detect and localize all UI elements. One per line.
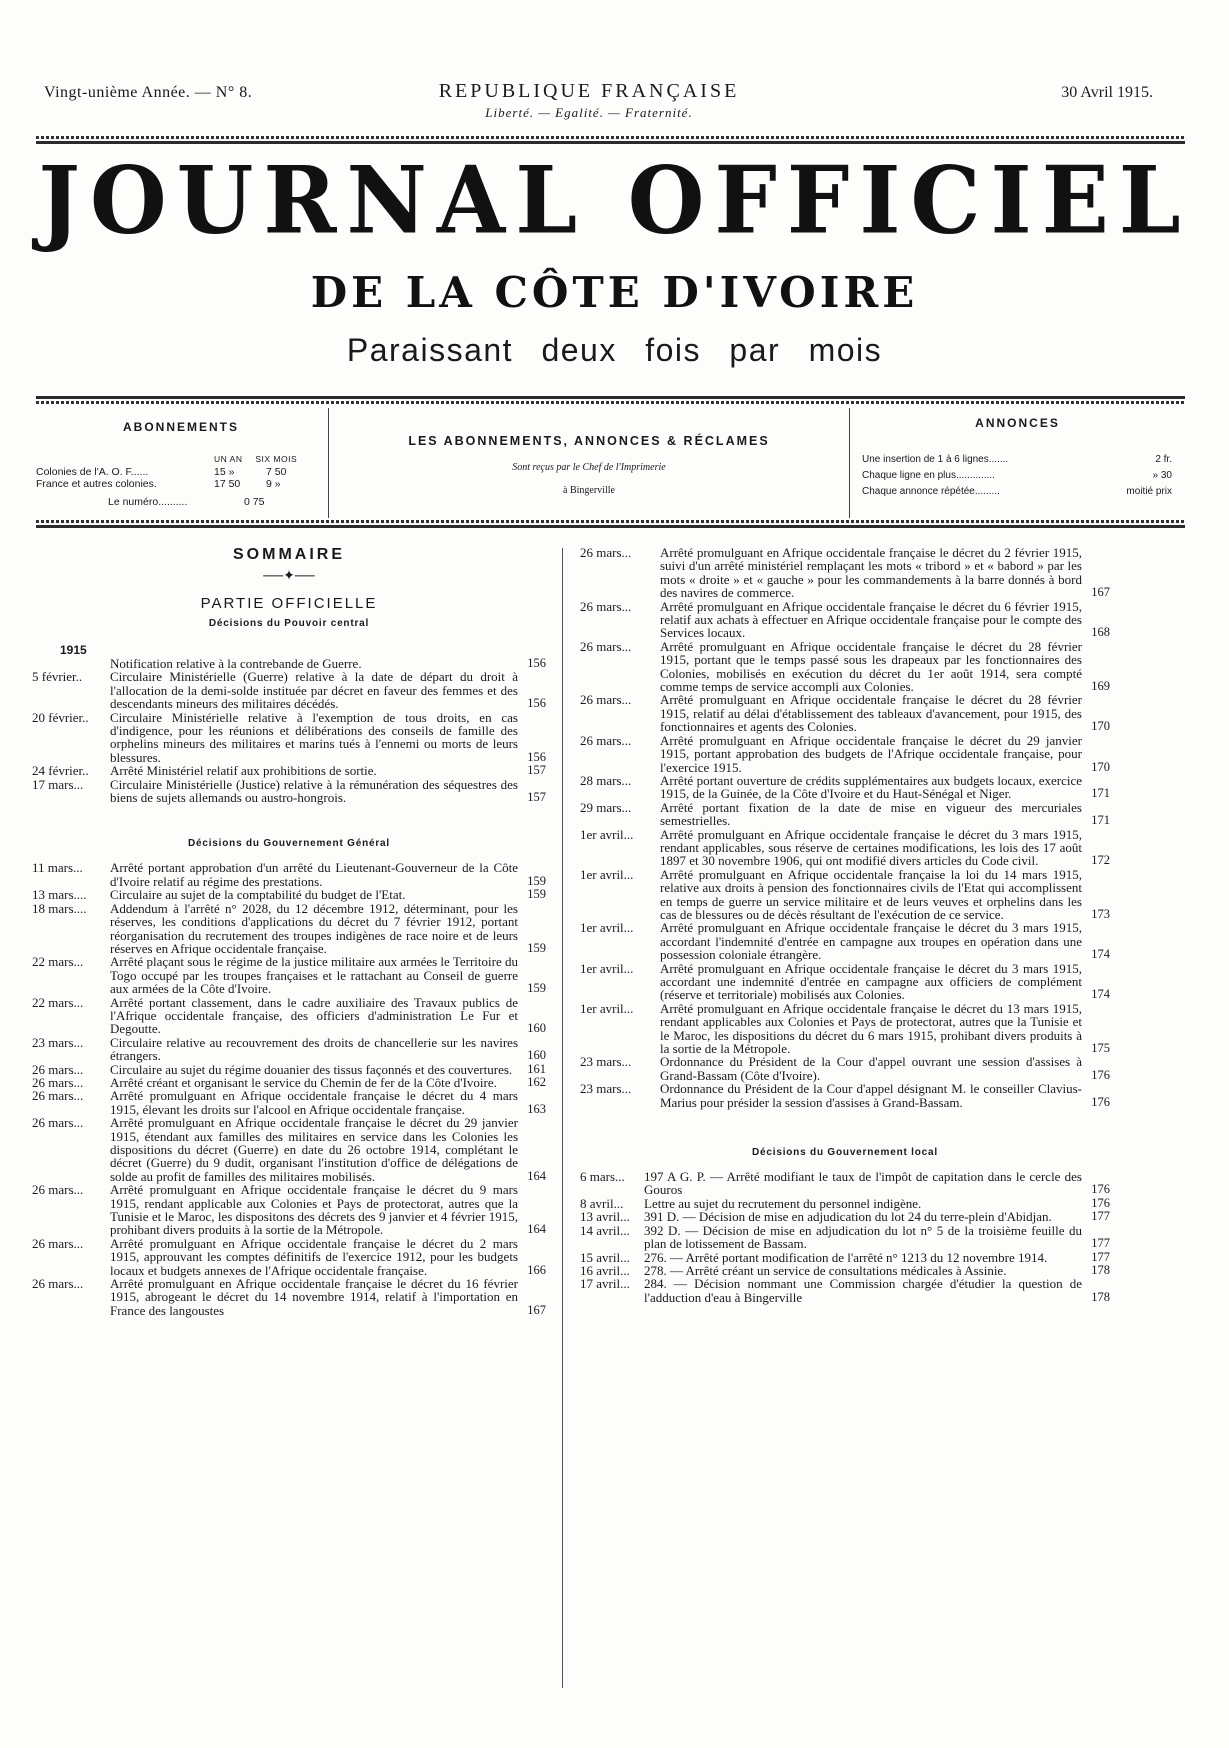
entry-page: 159 <box>527 873 546 888</box>
entry-page: 176 <box>1091 1094 1110 1109</box>
right-list <box>580 546 1110 1109</box>
column-divider <box>562 548 563 1688</box>
center-line1: Sont reçus par le Chef de l'Imprimerie <box>512 462 666 473</box>
sommaire-entry <box>32 1089 546 1116</box>
entry-date: 29 mars... <box>580 799 632 815</box>
entry-date: 24 février.. <box>32 763 89 779</box>
entry-page: 160 <box>527 1021 546 1036</box>
entry-page: 177 <box>1091 1236 1110 1251</box>
entry-text: 278. — Arrêté créant un service de consultations médicales à Assinie. <box>644 1262 1007 1278</box>
issue-date: 30 Avril 1915. <box>1061 84 1153 101</box>
annonces-rows <box>862 452 1172 500</box>
entry-page: 178 <box>1091 1289 1110 1304</box>
sommaire-entry <box>580 734 1110 774</box>
sommaire-entry <box>32 1277 546 1317</box>
entry-text: Arrêté promulguant en Afrique occidentale française le décret du 28 février 1915, portant que le temps passé sous les drapeaux par les fonctionnaires des Colonies, mobilisés en exécution du décret du 1er août 1914, sera compté comme temps de service accompli aux Colonies. <box>660 638 1082 695</box>
entry-date: 1er avril... <box>580 960 634 976</box>
entry-text: Notification relative à la contrebande de Guerre. <box>110 656 362 671</box>
entry-page: 162 <box>527 1074 546 1089</box>
annonce-row: Chaque ligne en plus.............. » 30 <box>862 470 1172 481</box>
entry-text: Arrêté portant fixation de la date de mise en vigueur des mercuriales semestrielles. <box>660 799 1082 829</box>
entry-page: 163 <box>527 1101 546 1116</box>
sommaire-entry <box>32 657 546 670</box>
entry-page: 167 <box>1091 585 1110 600</box>
col-un-an: UN AN <box>214 454 243 464</box>
entry-date: 13 mars.... <box>32 887 87 903</box>
entry-text: Circulaire au sujet du régime douanier des tissus façonnés et des couvertures. <box>110 1061 513 1077</box>
sommaire-entry <box>580 1170 1110 1197</box>
section-gouv-local: Décisions du Gouvernement local <box>752 1147 938 1159</box>
entry-text: Arrêté promulguant en Afrique occidentale française le décret du 28 février 1915, relatif au délai d'établissement des tableaux d'avancement, pour 1915, des fonctionnaires et agents des Colonies. <box>660 692 1082 735</box>
entry-page: 170 <box>1091 759 1110 774</box>
sommaire-entry <box>32 1063 546 1076</box>
sommaire-right-column <box>580 546 1110 1304</box>
entry-page: 156 <box>527 696 546 711</box>
entry-text: Arrêté portant approbation d'un arrêté du Lieutenant-Gouverneur de la Côte d'Ivoire relatif au régime des prestations. <box>110 860 518 889</box>
sommaire-entry <box>580 1002 1110 1056</box>
entry-text: 392 D. — Décision de mise en adjudication du lot n° 5 de la troisième feuille du plan de lotissement de Bassam. <box>644 1222 1082 1252</box>
entry-page: 157 <box>527 790 546 805</box>
entry-page: 177 <box>1091 1249 1110 1264</box>
entry-text: Arrêté portant ouverture de crédits supplémentaires aux budgets locaux, exercice 1915, de la Guinée, de la Côte d'Ivoire et du Haut-Sénégal et Niger. <box>660 772 1082 802</box>
entry-text: Ordonnance du Président de la Cour d'appel ouvrant une session d'assises à Grand-Bassam (Côte d'Ivoire). <box>660 1054 1082 1083</box>
abon-numero: Le numéro.......... 0 75 <box>108 496 265 508</box>
entry-page: 166 <box>527 1262 546 1277</box>
entry-date: 28 mars... <box>580 772 632 788</box>
entry-page: 174 <box>1091 947 1110 962</box>
general-list <box>32 861 546 1317</box>
entry-date: 14 avril... <box>580 1222 630 1238</box>
entry-text: 197 A G. P. — Arrêté modifiant le taux de l'impôt de capitation dans le cercle des Gouros <box>644 1169 1082 1198</box>
entry-date: 26 mars... <box>580 638 632 654</box>
sommaire-entry <box>32 764 546 777</box>
entry-text: Circulaire Ministérielle (Guerre) relative à la date de départ du droit à l'allocation de la demi-solde instituée par décret en faveur des femmes et des descendants mineurs des militaires décédés. <box>110 669 518 712</box>
sommaire-entry <box>32 1237 546 1277</box>
entry-text: Arrêté promulguant en Afrique occidentale française le décret du 4 mars 1915, élevant les droits sur l'alcool en Afrique occidentale française. <box>110 1088 518 1117</box>
entry-date: 23 mars... <box>580 1054 632 1070</box>
entry-page: 156 <box>527 749 546 764</box>
entry-page: 174 <box>1091 987 1110 1002</box>
sommaire-entry <box>32 1036 546 1063</box>
sommaire-entry <box>580 640 1110 694</box>
entry-page: 172 <box>1091 853 1110 868</box>
sommaire-entry <box>32 861 546 888</box>
entry-text: Circulaire Ministérielle (Justice) relative à la rémunération des séquestres des biens de sujets allemands ou austro-hongrois. <box>110 776 518 806</box>
entry-text: Arrêté promulguant en Afrique occidentale française le décret du 6 février 1915, relatif aux achats à effectuer en Afrique occidentale française pour le compte des Services locaux. <box>660 598 1082 641</box>
entry-page: 176 <box>1091 1182 1110 1197</box>
center-title: LES ABONNEMENTS, ANNONCES & RÉCLAMES <box>408 434 770 448</box>
entry-date: 16 avril... <box>580 1262 630 1278</box>
entry-text: Arrêté promulguant en Afrique occidentale française le décret du 3 mars 1915, rendant applicables, sous réserve de certaines modifications, les lois des 17 août 1897 et 30 novembre 1906, qui ont modifié divers articles du Code civil. <box>660 826 1082 869</box>
entry-text: Arrêté promulguant en Afrique occidentale française le décret du 29 janvier 1915, portant approbation des budgets de l'Afrique occidentale française, pour l'exercice 1915. <box>660 732 1082 775</box>
entry-page: 164 <box>527 1222 546 1237</box>
entry-page: 171 <box>1091 786 1110 801</box>
entry-text: Arrêté promulguant en Afrique occidentale française le décret du 29 janvier 1915, étendant aux familles des militaires en service dans les Colonies les dispositions du décret (Guerre) en date du 26 octobre 1914, complétant le décret (Guerre) du 9 dudit, organisant l'institution d'office de délégations de solde au profit de familles des militaires mobilisés. <box>110 1115 518 1184</box>
entry-text: Arrêté promulguant en Afrique occidentale française le décret du 2 mars 1915, approuvant les comptes définitifs de l'exercice 1912, pour les budgets locaux et budgets annexes de l'Afrique occidentale française. <box>110 1235 518 1278</box>
entry-text: 284. — Décision nommant une Commission chargée d'étudier la question de l'adduction d'eau à Bingerville <box>644 1276 1082 1305</box>
pouvoir-list <box>32 657 546 804</box>
entry-text: Arrêté promulguant en Afrique occidentale française le décret du 13 mars 1915, rendant applicables aux Colonies et Pays de protectorat, autres que la Tunisie et le Maroc, les dispositions du décret du 6 mars 1915, prohibant divers produits à la sortie de la Métropole. <box>660 1000 1082 1057</box>
sommaire-entry <box>580 868 1110 922</box>
entry-text: Arrêté promulguant en Afrique occidentale française le décret du 16 février 1915, abrogeant le décret du 14 novembre 1914, relatif à l'importation en France des langoustes <box>110 1276 518 1318</box>
entry-date: 8 avril... <box>580 1195 624 1211</box>
entry-date: 23 mars... <box>32 1034 84 1050</box>
sommaire-entry <box>32 955 546 995</box>
annonces-title: ANNONCES <box>975 416 1060 430</box>
entry-text: Arrêté Ministériel relatif aux prohibitions de sortie. <box>110 763 377 779</box>
entry-text: 276. — Arrêté portant modification de l'arrêté n° 1213 du 12 novembre 1914. <box>644 1249 1048 1265</box>
entry-page: 164 <box>527 1168 546 1183</box>
subscription-box <box>36 404 1185 522</box>
sommaire-entry <box>580 1224 1110 1251</box>
sommaire-entry <box>32 1183 546 1237</box>
republic-label: REPUBLIQUE FRANÇAISE <box>438 80 740 102</box>
abonnements-rows <box>36 466 326 508</box>
sommaire-entry <box>32 1076 546 1089</box>
year-1915: 1915 <box>60 643 87 657</box>
entry-date: 1er avril... <box>580 866 634 882</box>
sommaire-entry <box>32 778 546 805</box>
sommaire-entry <box>580 1197 1110 1210</box>
sommaire-entry <box>32 888 546 901</box>
entry-page: 175 <box>1091 1041 1110 1056</box>
entry-page: 171 <box>1091 813 1110 828</box>
divider-top-dots <box>36 136 1185 139</box>
ornament: ──✦── <box>263 569 315 584</box>
entry-date: 26 mars... <box>32 1182 84 1198</box>
entry-date: 26 mars... <box>32 1115 84 1131</box>
entry-text: Arrêté promulguant en Afrique occidentale française le décret du 9 mars 1915, rendant applicable aux Colonies et Pays de protectorat, autres que la Tunisie et le Maroc, les dispositons des décrets des 9 janvier et 4 février 1915, prohibant divers produits à la sortie de la Métropole. <box>110 1182 518 1238</box>
sommaire-entry <box>580 693 1110 733</box>
entry-page: 176 <box>1091 1195 1110 1210</box>
entry-date: 26 mars... <box>32 1074 84 1090</box>
entry-date: 26 mars... <box>580 732 632 748</box>
sommaire-title: SOMMAIRE <box>233 546 345 563</box>
entry-page: 169 <box>1091 679 1110 694</box>
divider-abon-top <box>36 396 1185 399</box>
sommaire-entry <box>580 801 1110 828</box>
divider-abon-bottom <box>36 525 1185 528</box>
entry-text: Arrêté créant et organisant le service du Chemin de fer de la Côte d'Ivoire. <box>110 1074 497 1090</box>
sommaire-entry <box>32 1116 546 1183</box>
annonce-row: Chaque annonce répétée......... moitié prix <box>862 486 1172 497</box>
sommaire-entry <box>580 1251 1110 1264</box>
entry-text: Arrêté promulguant en Afrique occidentale française le décret du 3 mars 1915, accordant l'indemnité d'entrée en campagne aux troupes en opération dans une possession coloniale étrangère. <box>660 920 1082 963</box>
entry-page: 167 <box>527 1302 546 1317</box>
entry-date: 23 mars... <box>580 1081 632 1097</box>
entry-date: 22 mars... <box>32 954 84 970</box>
top-header-line <box>44 80 1185 120</box>
entry-text: Circulaire relative au recouvrement des droits de chancellerie sur les navires étrangers. <box>110 1034 518 1064</box>
sommaire-entry <box>580 1277 1110 1304</box>
entry-page: 161 <box>527 1061 546 1076</box>
entry-page: 156 <box>527 656 546 670</box>
sommaire-entry <box>580 600 1110 640</box>
sommaire-entry <box>580 774 1110 801</box>
entry-page: 176 <box>1091 1067 1110 1082</box>
sommaire-entry <box>32 711 546 765</box>
masthead-title: JOURNAL OFFICIEL <box>38 145 1191 255</box>
sommaire-entry <box>580 1055 1110 1082</box>
motto: Liberté. — Egalité. — Fraternité. <box>485 105 693 120</box>
entry-page: 159 <box>527 981 546 996</box>
entry-date: 20 février.. <box>32 709 89 725</box>
sommaire-entry <box>32 902 546 956</box>
abon-row: Colonies de l'A. O. F...... 15 » 7 50 <box>36 466 287 478</box>
section-gouv-general: Décisions du Gouvernement Général <box>187 838 390 850</box>
entry-page: 170 <box>1091 719 1110 734</box>
entry-text: Arrêté promulguant en Afrique occidentale française la loi du 14 mars 1915, relative aux droits à pension des fonctionnaires civils de l'Etat qui accomplissent en temps de guerre un service militaire et de leurs veuves et orphelins dans les cas de blessures ou de décès résultant de l'exécution de ce service. <box>660 866 1082 922</box>
entry-date: 17 avril... <box>580 1276 630 1292</box>
abonnements-title: ABONNEMENTS <box>122 420 239 434</box>
entry-page: 177 <box>1091 1209 1110 1224</box>
entry-text: Lettre au sujet du recrutement du personnel indigène. <box>644 1195 922 1211</box>
partie-officielle: PARTIE OFFICIELLE <box>200 595 378 612</box>
entry-date: 5 février.. <box>32 669 83 685</box>
entry-text: Arrêté plaçant sous le régime de la justice militaire aux armées le Territoire du Togo occupé par les troupes françaises et le rattachant au Conseil de guerre aux armées de la Côte d'Ivoire. <box>110 954 518 997</box>
entry-date: 22 mars... <box>32 994 84 1010</box>
entry-text: Arrêté portant classement, dans le cadre auxiliaire des Travaux publics de l'Afrique occidentale française, des officiers d'administration Le Fur et Degoutte. <box>110 994 518 1037</box>
entry-text: Circulaire au sujet de la comptabilité du budget de l'Etat. <box>110 887 406 903</box>
entry-text: Arrêté promulguant en Afrique occidentale française le décret du 2 février 1915, suivi d'un arrêté ministériel remplaçant les mots « tribord » et « babord » par les mots « droite » et « gauche » pour les commandements à la barre donnés à bord des navires de commerce. <box>660 545 1082 601</box>
entry-date: 26 mars... <box>580 545 632 560</box>
entry-date: 26 mars... <box>580 598 632 614</box>
entry-page: 168 <box>1091 625 1110 640</box>
annonces-column <box>850 404 1185 522</box>
abon-row: France et autres colonies. 17 50 9 » <box>36 478 281 490</box>
sommaire-entry <box>580 1264 1110 1277</box>
entry-date: 1er avril... <box>580 1000 634 1016</box>
entry-page: 178 <box>1091 1262 1110 1277</box>
entry-date: 11 mars... <box>32 860 83 876</box>
sommaire-entry <box>32 996 546 1036</box>
entry-date: 1er avril... <box>580 826 634 842</box>
sommaire-entry <box>580 1082 1110 1109</box>
republic-block <box>394 80 784 121</box>
entry-page: 160 <box>527 1048 546 1063</box>
entry-date: 6 mars... <box>580 1169 625 1185</box>
center-line2: à Bingerville <box>563 485 615 496</box>
sommaire-entry <box>580 962 1110 1002</box>
entry-date: 1er avril... <box>580 920 634 936</box>
masthead-subtitle: DE LA CÔTE D'IVOIRE <box>310 268 919 317</box>
annonce-row: Une insertion de 1 à 6 lignes....... 2 fr. <box>862 454 1172 465</box>
entry-text: Arrêté promulguant en Afrique occidentale française le décret du 3 mars 1915, accordant une indemnité d'entrée en campagne aux officiers de complément (réserve et territoriale) mobilisés aux Colonies. <box>660 960 1082 1003</box>
entry-date <box>32 657 110 670</box>
entry-date: 26 mars... <box>32 1088 84 1104</box>
entry-date: 17 mars... <box>32 776 84 792</box>
entry-date: 26 mars... <box>580 692 632 708</box>
sommaire-entry <box>580 546 1110 600</box>
entry-text: Addendum à l'arrêté n° 2028, du 12 décembre 1912, déterminant, pour les réserves, les conditions d'applications du décret du 7 février 1912, portant réorganisation du recrutement des troupes indigènes de race noire et de leurs réserves en Afrique occidentale française. <box>110 900 518 956</box>
entry-text: 391 D. — Décision de mise en adjudication du lot 24 du terre-plein d'Abidjan. <box>644 1209 1052 1225</box>
entry-date: 26 mars... <box>32 1061 84 1077</box>
entry-page: 159 <box>527 887 546 902</box>
masthead-tagline: Paraissant deux fois par mois <box>346 332 883 368</box>
entry-page: 157 <box>527 763 546 778</box>
abonnements-column <box>36 404 326 522</box>
entry-date: 26 mars... <box>32 1276 84 1292</box>
sommaire-entry <box>580 1210 1110 1223</box>
entry-page: 173 <box>1091 906 1110 921</box>
entry-date: 13 avril... <box>580 1209 630 1225</box>
divider-top <box>36 141 1185 144</box>
entry-date: 26 mars... <box>32 1235 84 1251</box>
entry-date: 18 mars.... <box>32 900 87 916</box>
annonces-reclames-column <box>328 408 850 518</box>
year-issue: Vingt-unième Année. — N° 8. <box>44 84 253 101</box>
section-pouvoir-central: Décisions du Pouvoir central <box>208 618 370 629</box>
entry-page: 159 <box>527 940 546 955</box>
entry-text: Ordonnance du Président de la Cour d'appel désignant M. le conseiller Clavius-Marius pour présider la session d'assises à Grand-Bassam. <box>660 1081 1082 1110</box>
col-six-mois: SIX MOIS <box>255 454 298 464</box>
divider-abon-bottom-dots <box>36 520 1185 523</box>
entry-date: 15 avril... <box>580 1249 630 1265</box>
entry-text: Circulaire Ministérielle relative à l'exemption de tous droits, en cas d'indigence, pour les réunions et délibérations des conseils de famille des orphelins mineurs des militaires et marins tués à l'ennemi ou morts de leurs blessures. <box>110 709 518 765</box>
sommaire-left-column <box>32 546 546 1317</box>
local-list <box>580 1170 1110 1304</box>
sommaire-entry <box>580 828 1110 868</box>
sommaire-entry <box>580 921 1110 961</box>
sommaire-entry <box>32 670 546 710</box>
